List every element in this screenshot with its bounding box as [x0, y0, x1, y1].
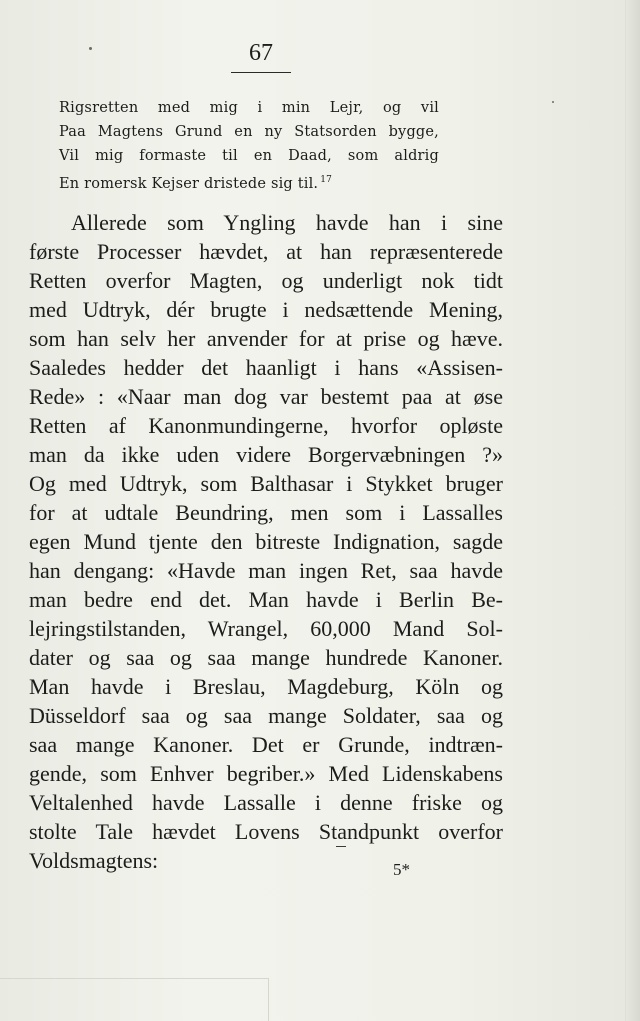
verse-line-last	[59, 168, 439, 192]
paragraph-line: Man havde i Breslau, Magdeburg, Köln og	[29, 674, 503, 699]
verse-line: Vil mig formaste til en Daad, som aldrig	[59, 148, 439, 164]
page-edge-shadow	[625, 0, 640, 1021]
paragraph-line: man da ikke uden videre Borgervæbningen ?»	[29, 442, 503, 467]
paragraph-line: Düsseldorf saa og saa mange Soldater, saa og	[29, 703, 503, 728]
paragraph-line: lejringstilstanden, Wrangel, 60,000 Mand Sol-	[29, 616, 503, 641]
verse-line: Paa Magtens Grund en ny Statsorden bygge,	[59, 124, 439, 140]
bleed-through-line	[268, 978, 269, 1021]
footnote-reference: 17	[320, 175, 333, 185]
verse-line: Rigsretten med mig i min Lejr, og vil	[59, 100, 439, 116]
paragraph-line: man bedre end det. Man havde i Berlin Be-	[29, 587, 503, 612]
paper-speck	[552, 101, 554, 103]
paragraph-line: gende, som Enhver begriber.» Med Lidenskabens	[29, 761, 503, 786]
paragraph-line: første Processer hævdet, at han repræsenterede	[29, 239, 503, 264]
verse-line-text: En romersk Kejser dristede sig til.	[59, 175, 319, 192]
paragraph-line: dater og saa og saa mange hundrede Kanoner.	[29, 645, 503, 670]
paper-speck	[89, 47, 92, 50]
paragraph-line: for at udtale Beundring, men som i Lassalles	[29, 500, 503, 525]
paragraph-line: saa mange Kanoner. Det er Grunde, indtræn-	[29, 732, 503, 757]
page-number-underline	[231, 72, 291, 73]
paragraph-line: Allerede som Yngling havde han i sine	[71, 210, 503, 235]
printer-dash-mark	[336, 846, 346, 847]
paragraph-line: stolte Tale hævdet Lovens Standpunkt overfor	[29, 819, 503, 844]
bleed-through-line	[0, 978, 268, 979]
paragraph-line: egen Mund tjente den bitreste Indignation, sagde	[29, 529, 503, 554]
paragraph-line: Retten af Kanonmundingerne, hvorfor opløste	[29, 413, 503, 438]
paragraph-line-last: Voldsmagtens:	[29, 848, 159, 873]
page-number: 67	[249, 40, 273, 66]
paragraph-line: han dengang: «Havde man ingen Ret, saa havde	[29, 558, 503, 583]
paragraph-line: Retten overfor Magten, og underligt nok tidt	[29, 268, 503, 293]
paragraph-line: Veltalenhed havde Lassalle i denne friske og	[29, 790, 503, 815]
signature-mark: 5*	[393, 860, 410, 879]
paragraph-line: som han selv her anvender for at prise og hæve.	[29, 326, 503, 351]
paragraph-line: Og med Udtryk, som Balthasar i Stykket bruger	[29, 471, 503, 496]
paragraph-line: Saaledes hedder det haanligt i hans «Assisen-	[29, 355, 503, 380]
paragraph-line: med Udtryk, dér brugte i nedsættende Mening,	[29, 297, 503, 322]
paragraph-line: Rede» : «Naar man dog var bestemt paa at øse	[29, 384, 503, 409]
